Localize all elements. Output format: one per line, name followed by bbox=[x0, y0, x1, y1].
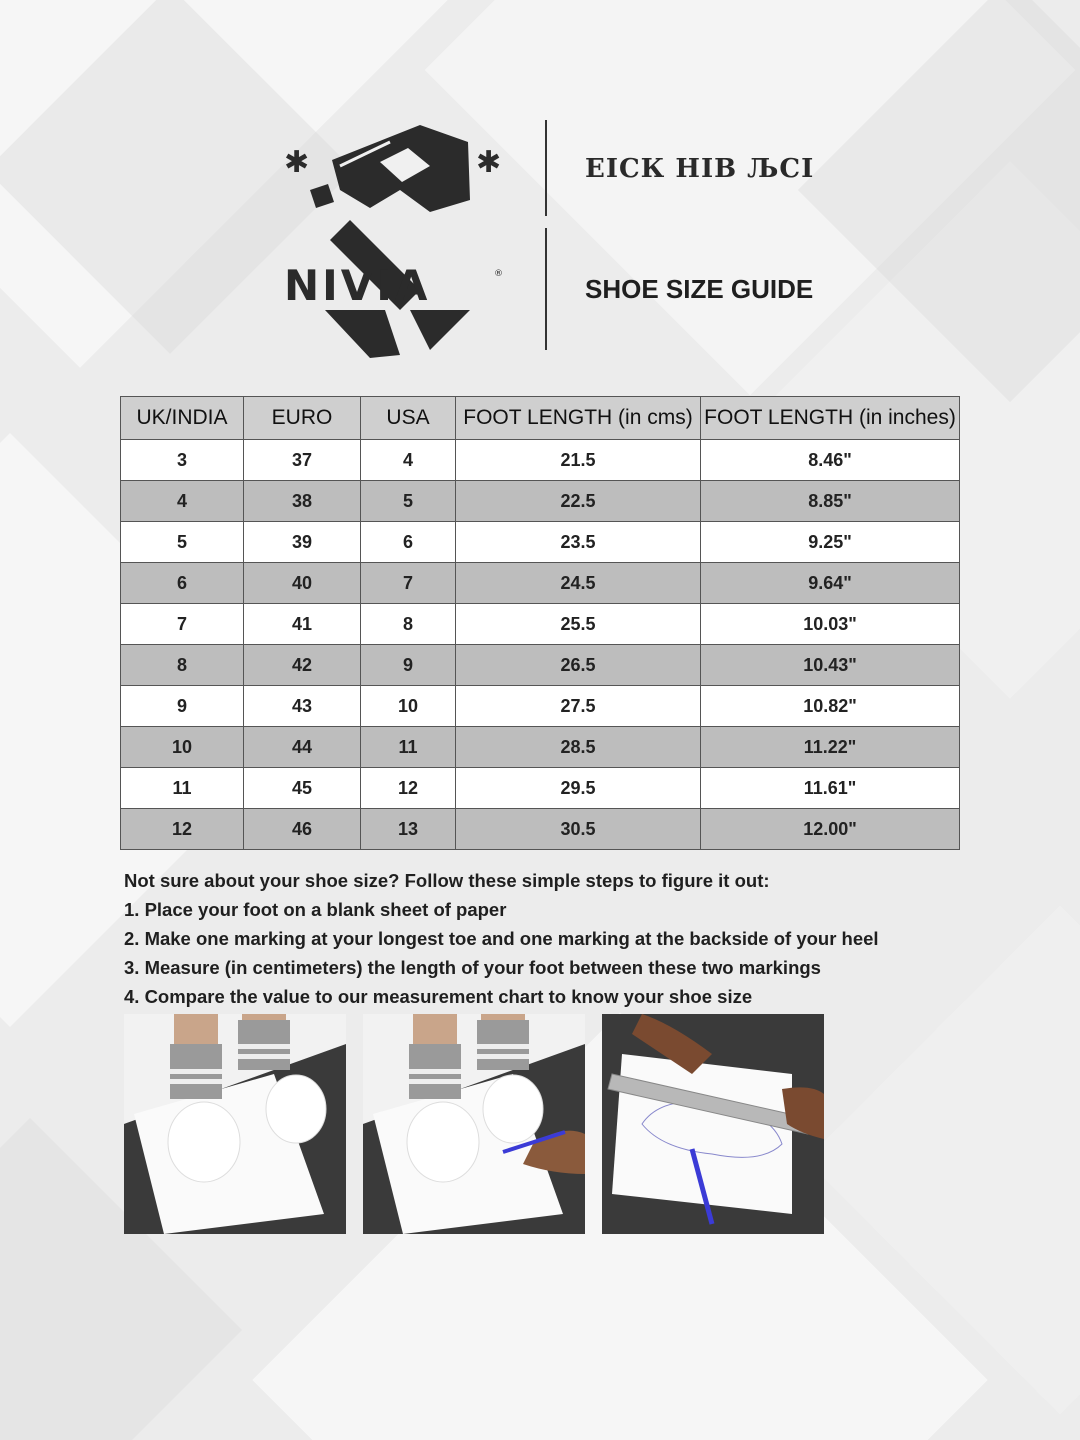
table-cell: 8 bbox=[361, 604, 456, 645]
table-cell: 28.5 bbox=[456, 727, 701, 768]
table-cell: 24.5 bbox=[456, 563, 701, 604]
instructions-intro: Not sure about your shoe size? Follow these simple steps to figure it out: bbox=[124, 870, 770, 891]
page-title: SHOE SIZE GUIDE bbox=[585, 274, 814, 304]
table-cell: 22.5 bbox=[456, 481, 701, 522]
instruction-step: 1. Place your foot on a blank sheet of paper bbox=[124, 899, 507, 920]
table-cell: 38 bbox=[244, 481, 361, 522]
table-row bbox=[121, 809, 960, 850]
table-cell: 9.25" bbox=[701, 522, 960, 563]
nivia-logo bbox=[280, 120, 510, 360]
table-cell: 7 bbox=[121, 604, 244, 645]
table-cell: 21.5 bbox=[456, 440, 701, 481]
table-cell: 26.5 bbox=[456, 645, 701, 686]
instruction-step: 4. Compare the value to our measurement chart to know your shoe size bbox=[124, 986, 753, 1007]
table-row bbox=[121, 727, 960, 768]
table-cell: 8 bbox=[121, 645, 244, 686]
table-cell: 10.82" bbox=[701, 686, 960, 727]
hindi-title: ЕІСК НІВ ЉСІ bbox=[585, 154, 815, 184]
table-cell: 12 bbox=[361, 768, 456, 809]
nivia-logo-graphic bbox=[280, 120, 510, 360]
table-cell: 10 bbox=[121, 727, 244, 768]
table-cell: 10.43" bbox=[701, 645, 960, 686]
table-row bbox=[121, 686, 960, 727]
table-cell: 4 bbox=[361, 440, 456, 481]
table-cell: 11 bbox=[121, 768, 244, 809]
table-cell: 10.03" bbox=[701, 604, 960, 645]
header-divider bbox=[545, 120, 547, 216]
table-cell: 8.46" bbox=[701, 440, 960, 481]
svg-text:®: ® bbox=[494, 269, 503, 279]
table-row bbox=[121, 645, 960, 686]
svg-text:✱: ✱ bbox=[284, 145, 310, 180]
instruction-step: 2. Make one marking at your longest toe and one marking at the backside of your heel bbox=[124, 928, 879, 949]
table-row bbox=[121, 604, 960, 645]
table-cell: 44 bbox=[244, 727, 361, 768]
table-cell: 13 bbox=[361, 809, 456, 850]
table-row bbox=[121, 440, 960, 481]
logo-wordmark: NIVIA bbox=[284, 261, 431, 310]
table-cell: 45 bbox=[244, 768, 361, 809]
table-cell: 7 bbox=[361, 563, 456, 604]
table-cell: 37 bbox=[244, 440, 361, 481]
instruction-step: 3. Measure (in centimeters) the length of your foot between these two markings bbox=[124, 957, 821, 978]
table-cell: 40 bbox=[244, 563, 361, 604]
svg-text:✱: ✱ bbox=[476, 145, 502, 180]
table-cell: 6 bbox=[121, 563, 244, 604]
table-cell: 12.00" bbox=[701, 809, 960, 850]
table-cell: 46 bbox=[244, 809, 361, 850]
table-cell: 9 bbox=[361, 645, 456, 686]
header-divider bbox=[545, 228, 547, 350]
photo-foot-on-paper bbox=[124, 1014, 346, 1234]
table-cell: 41 bbox=[244, 604, 361, 645]
column-header-foot-length-inches: FOOT LENGTH (in inches) bbox=[701, 397, 960, 440]
table-cell: 12 bbox=[121, 809, 244, 850]
table-cell: 6 bbox=[361, 522, 456, 563]
size-chart-table bbox=[120, 396, 960, 850]
table-cell: 9.64" bbox=[701, 563, 960, 604]
table-header-row bbox=[121, 397, 960, 440]
table-row bbox=[121, 481, 960, 522]
table-cell: 10 bbox=[361, 686, 456, 727]
column-header-foot-length-cm: FOOT LENGTH (in cms) bbox=[456, 397, 701, 440]
table-cell: 27.5 bbox=[456, 686, 701, 727]
table-cell: 11.61" bbox=[701, 768, 960, 809]
column-header-usa: USA bbox=[361, 397, 456, 440]
table-cell: 42 bbox=[244, 645, 361, 686]
table-row bbox=[121, 768, 960, 809]
column-header-euro: EURO bbox=[244, 397, 361, 440]
table-cell: 25.5 bbox=[456, 604, 701, 645]
column-header-uk-india: UK/INDIA bbox=[121, 397, 244, 440]
photo-measuring-ruler bbox=[602, 1014, 824, 1234]
photo-marking-foot bbox=[363, 1014, 585, 1234]
instructions bbox=[124, 866, 964, 1011]
table-cell: 11.22" bbox=[701, 727, 960, 768]
table-cell: 11 bbox=[361, 727, 456, 768]
table-cell: 39 bbox=[244, 522, 361, 563]
table-cell: 4 bbox=[121, 481, 244, 522]
header bbox=[280, 120, 840, 360]
table-cell: 3 bbox=[121, 440, 244, 481]
table-cell: 23.5 bbox=[456, 522, 701, 563]
table-cell: 8.85" bbox=[701, 481, 960, 522]
table-cell: 30.5 bbox=[456, 809, 701, 850]
table-row bbox=[121, 522, 960, 563]
table-cell: 29.5 bbox=[456, 768, 701, 809]
table-row bbox=[121, 563, 960, 604]
table-cell: 5 bbox=[361, 481, 456, 522]
table-cell: 9 bbox=[121, 686, 244, 727]
table-cell: 43 bbox=[244, 686, 361, 727]
table-cell: 5 bbox=[121, 522, 244, 563]
